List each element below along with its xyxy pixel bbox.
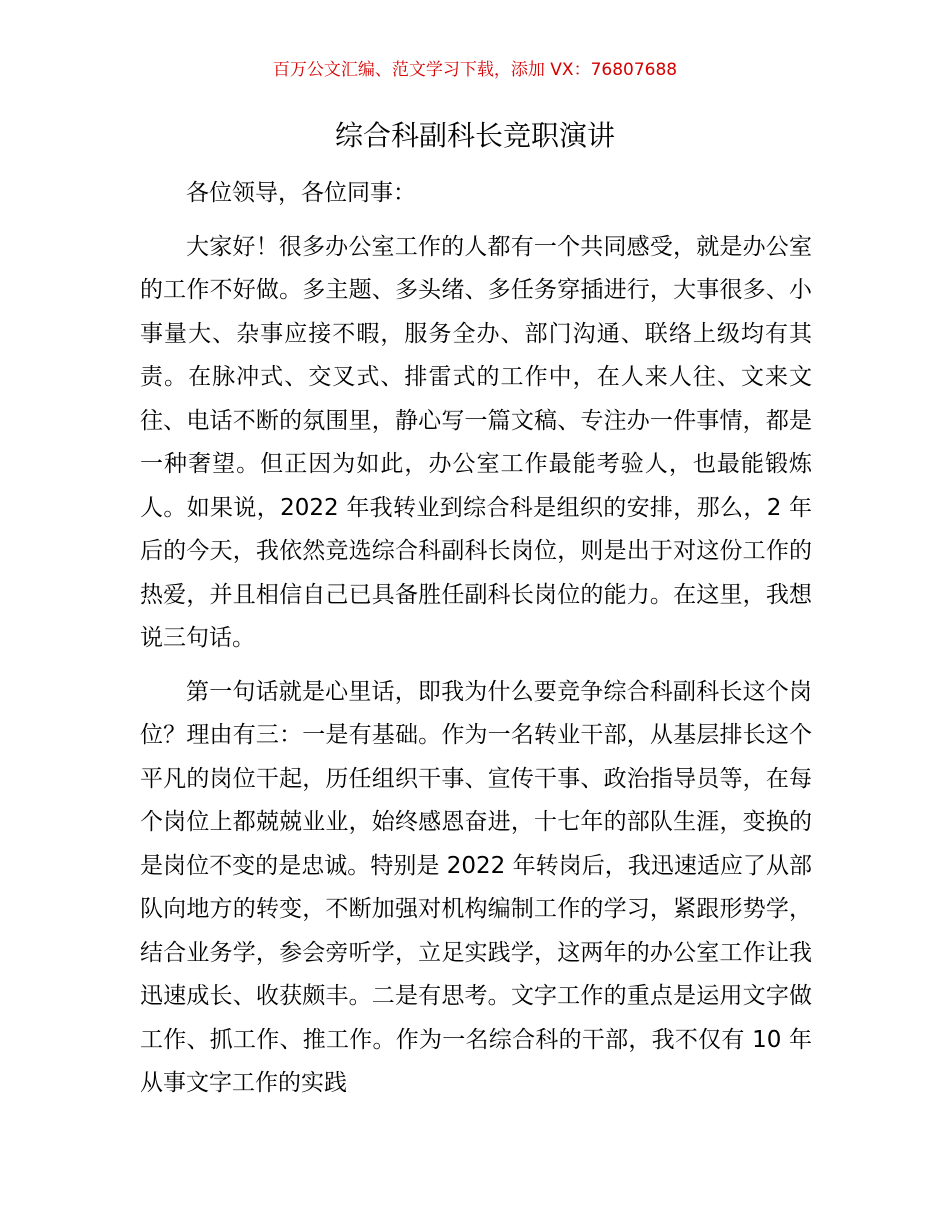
header-promo-note: 百万公文汇编、范文学习下载，添加 VX：76807688	[272, 60, 678, 80]
salutation: 各位领导，各位同事：	[186, 180, 416, 206]
document-body	[140, 172, 812, 1106]
document-title: 综合科副科长竞职演讲	[334, 119, 615, 152]
paragraph-first-point: 第一句话就是心里话，即我为什么要竞争综合科副科长这个岗位？理由有三：一是有基础。作为一名转业干部，从基层排长这个平凡的岗位干起，历任组织干事、宣传干事、政治指导员等，在每个岗位上都兢兢业业，始终感恩奋进，十七年的部队生涯，变换的是岗位不变的是忠诚。特别是 2022 年转岗后，我迅速适应了从部队向地方的转变，不断加强对机构编制工作的学习，紧跟形势学，结合业务学，参会旁听学，立足实践学，这两年的办公室工作让我迅速成长、收获颇丰。二是有思考。文字工作的重点是运用文字做工作、抓工作、推工作。作为一名综合科的干部，我不仅有 10 年从事文字工作的实践	[140, 678, 812, 1096]
paragraph-opening: 大家好！很多办公室工作的人都有一个共同感受，就是办公室的工作不好做。多主题、多头绪、多任务穿插进行，大事很多、小事量大、杂事应接不暇，服务全办、部门沟通、联络上级均有其责。在脉冲式、交叉式、排雷式的工作中，在人来人往、文来文往、电话不断的氛围里，静心写一篇文稿、专注办一件事情，都是一种奢望。但正因为如此，办公室工作最能考验人，也最能锻炼人。如果说，2022 年我转业到综合科是组织的安排，那么，2 年后的今天，我依然竞选综合科副科长岗位，则是出于对这份工作的热爱，并且相信自己已具备胜任副科长岗位的能力。在这里，我想说三句话。	[140, 233, 812, 651]
